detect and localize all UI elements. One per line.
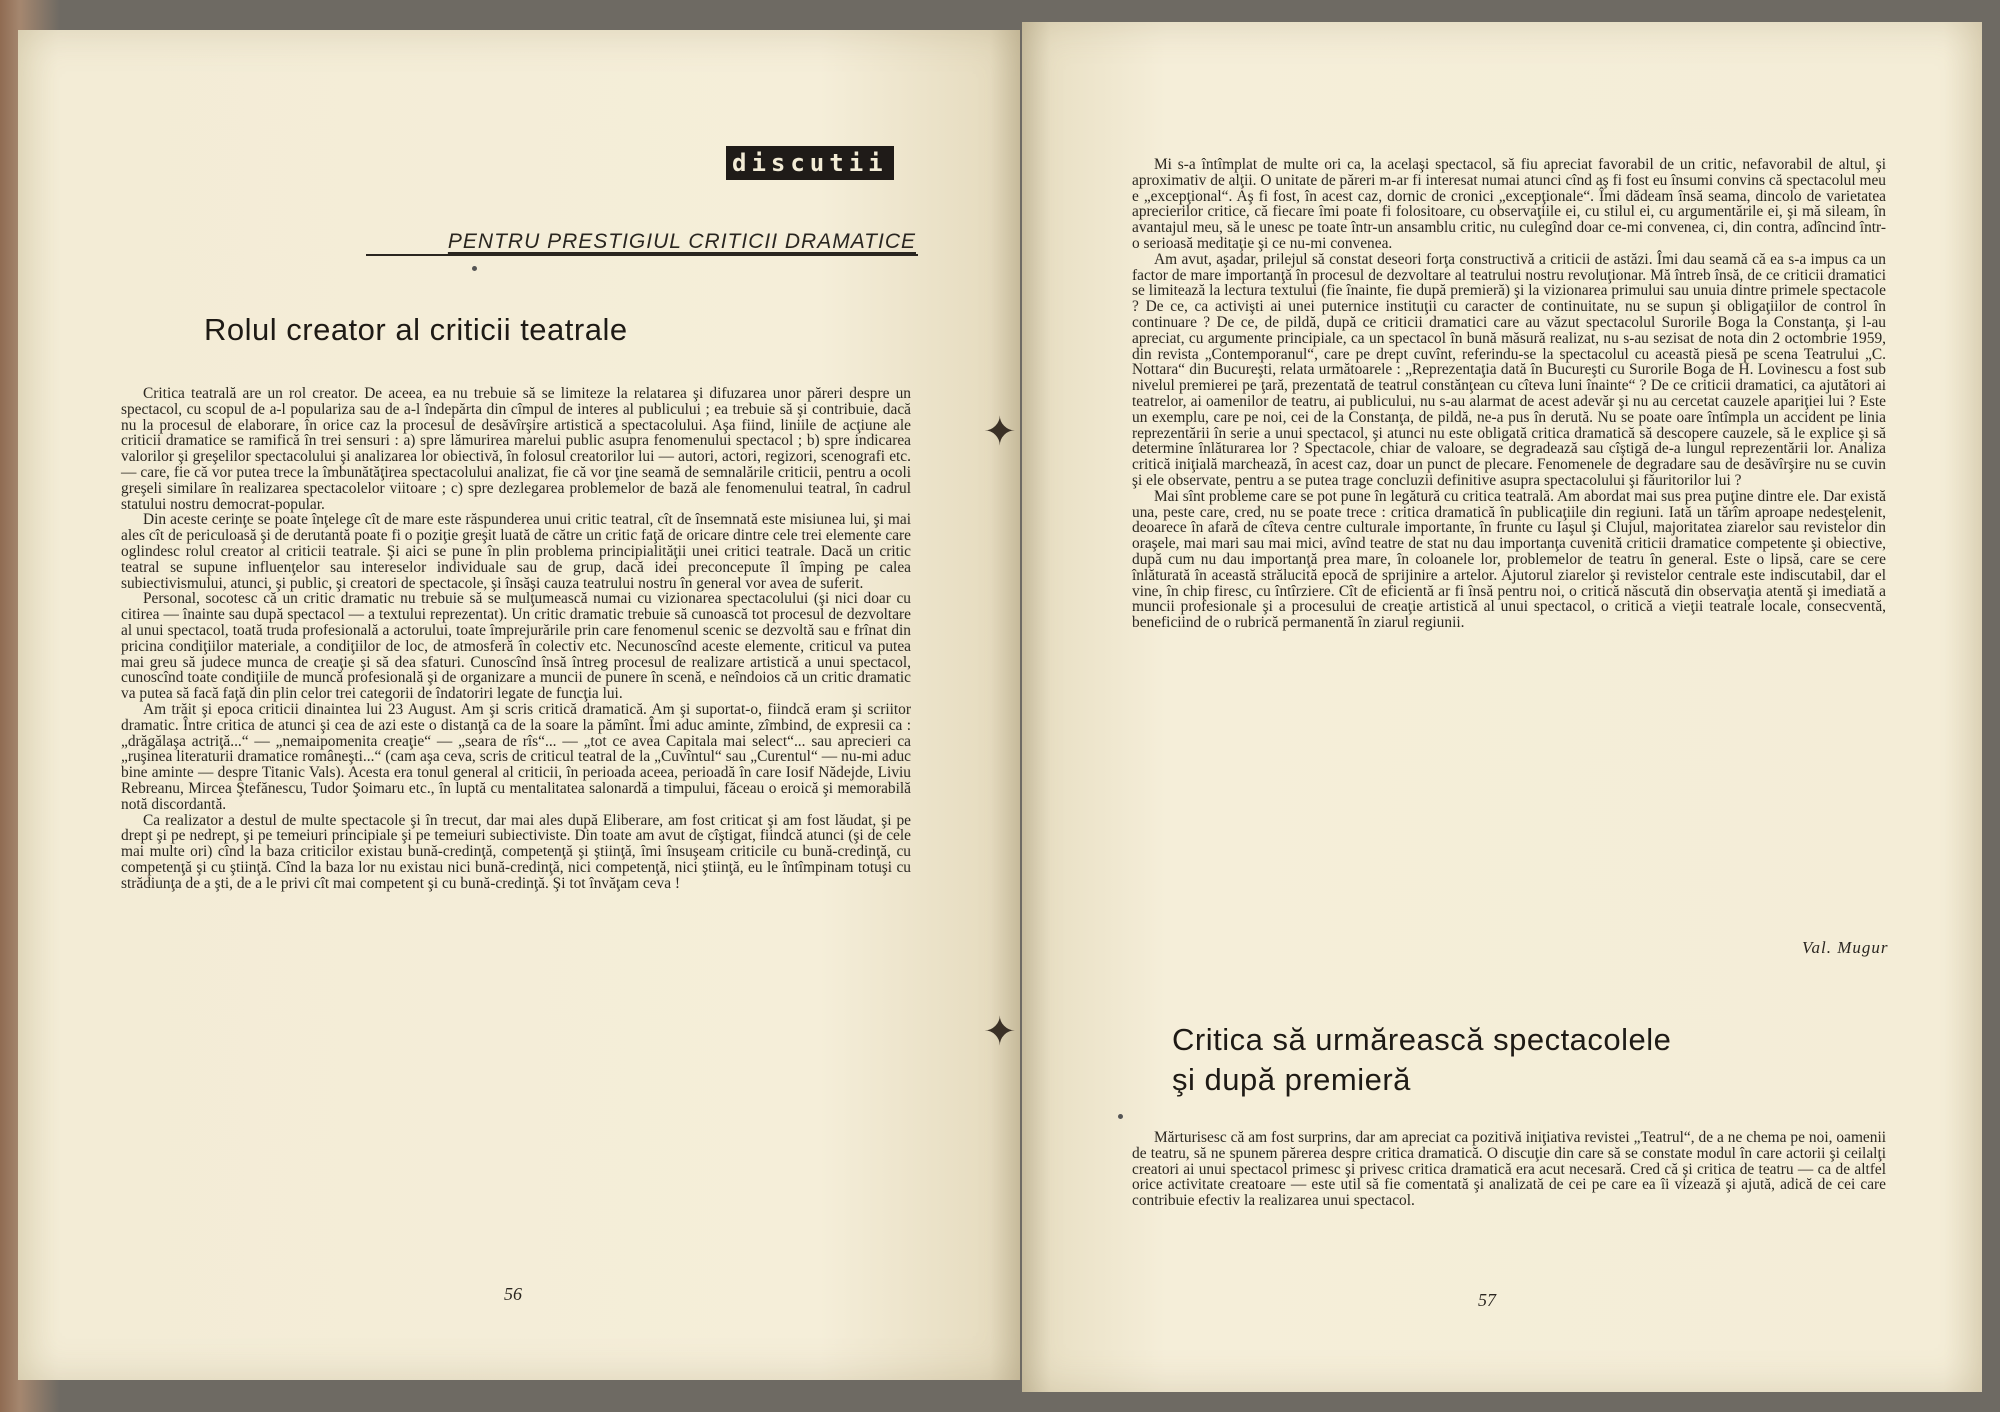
- author-signature: Val. Mugur: [1802, 938, 1889, 957]
- paragraph: Critica teatrală are un rol creator. De aceea, ea nu trebuie să se limiteze la relatarea şi difuzarea unor păreri despre un spectacol, cu scopul de a-l populariza sau de a-l îndepărta din cîmpul de interes al publicului ; ea trebuie să şi contribuie, dacă nu la procesul de elaborare, în orice caz la procesul de desăvîrşire artistică a spectacolului. Aşa fiind, liniile de acţiune ale criticii dramatice se ramifică în trei sensuri : a) spre lămurirea marelui public asupra fenomenului spectacol ; b) spre indicarea valorilor şi greşelilor spectacolului şi analizarea lor obiectivă, în folosul creatorilor lui — autori, actori, regizori, scenografi etc. — care, fie că vor putea trece la îmbunătăţirea spectacolului analizat, fie că vor ţine seamă de semnalările criticii, pentru a ocoli greşeli similare în realizarea spectacolelor viitoare ; c) spre dezlegarea problemelor de bază ale fenomenului teatral, în cadrul statului nostru democrat-popular.: [121, 385, 911, 513]
- paragraph: Mai sînt probleme care se pot pune în legătură cu critica teatrală. Am abordat mai sus prea puţine dintre ele. Dar există una, peste care, cred, nu se poate trece : critica dramatică în publicaţiile din regiuni. Iată un tărîm aproape nedesţelenit, deoarece în afară de cîteva centre culturale importante, în frunte cu Iaşul şi Clujul, majoritatea ziarelor sau revistelor din oraşele, mai mari sau mai mici, avînd teatre de stat nu dau importanţa cuvenită criticii dramatice competente şi obiective, după cum nu dau importanţă prea mare, în coloanele lor, problemelor de teatru în general. Este o lipsă, care se cere înlăturată în această strălucită epocă de sprijinire a artelor. Ajutorul ziarelor şi revistelor centrale este indiscutabil, dar el vine, în chip firesc, cu întîrziere. Cît de eficientă ar fi însă pentru noi, o critică născută din observaţia atentă şi imediată a muncii profesionale şi a procesului de creaţie artistică al unui spectacol, o critică a vieţii teatrale locale, consecventă, beneficiind de o rubrică permanentă în ziarul regiunii.: [1132, 487, 1886, 632]
- rubric-label: discutii: [726, 146, 894, 180]
- ornament-dot: [1118, 1114, 1123, 1119]
- article-title: Rolul creator al criticii teatrale: [204, 312, 628, 347]
- paragraph: Din aceste cerinţe se poate înţelege cît de mare este răspunderea unui critic teatral, cît de însemnată este misiunea lui, şi mai ales cît de periculoasă şi de derutantă poate fi o poziţie greşit luată de către un critic faţă de oricare dintre cele trei elemente care oglindesc rolul creator al criticii teatrale. Şi aici se pune în plin problema principialităţii unei critici teatrale. Dacă un critic teatral se supune influenţelor sau intereselor individuale sau de grup, dacă idei preconcepute îl împing pe calea subiectivismului, atunci, şi public, şi creatori de spectacole, şi însăşi cauza teatrului nostru în general vor avea de suferit.: [121, 511, 911, 592]
- paragraph: Ca realizator a destul de multe spectacole şi în trecut, dar mai ales după Eliberare, am fost criticat şi am fost lăudat, şi pe drept şi pe nedrept, şi pe temeiuri principiale şi pe temeiuri subiectiviste. Din toate am avut de cîştigat, fiindcă atunci (şi de cele mai multe ori) cînd la baza criticilor existau bună-credinţă, competenţă şi ştiinţă, îmi însuşeam criticile cu bună-credinţă, cu competenţă şi cu ştiinţă. Cînd la baza lor nu existau nici bună-credinţă, nici competenţă, nici ştiinţă, eu le întîmpinam totuşi cu strădiunţa de a şti, de a le privi cît mai competent şi cu bună-credinţă. Şi tot învăţam ceva !: [121, 811, 911, 892]
- paragraph: Mi s-a întîmplat de multe ori ca, la acelaşi spectacol, să fiu apreciat favorabil de un critic, nefavorabil de altul, şi aproximativ de alţii. O unitate de păreri m-ar fi interesat numai atunci cînd aş fi fost eu însumi convins că spectacolul meu e „excepţional“. Aş fi fost, în acest caz, dornic de cronici „excepţionale“. Îmi dădeam însă seama, dincolo de varietatea aprecierilor critice, că fiecare îmi poate fi folositoare, cu observaţiile ei, cu stilul ei, cu argumentările ei, şi mă sileam, în avantajul meu, să le unesc pe toate într-un ansamblu critic, nu culegînd doar ce-mi convenea, ci, din contra, adîncind într-o serioasă meditaţie şi ce nu-mi convenea.: [1132, 156, 1886, 252]
- paragraph: Personal, socotesc că un critic dramatic nu trebuie să se mulţumească numai cu vizionarea spectacolului (şi nici doar cu citirea — înainte sau după spectacol — a textului reprezentat). Un critic dramatic trebuie să cunoască tot procesul de dezvoltare al unui spectacol, toată truda profesională a actorului, toate împrejurările prin care fenomenul scenic se dezvoltă sau e frînat din pricina condiţiilor materiale, a condiţiilor de loc, de atmosferă în colectiv etc. Necunoscînd aceste elemente, criticul va putea mai greu să judece munca de creaţie şi să dea sfaturi. Cunoscînd însă întreg procesul de realizare artistică a unui spectacol, cunoscînd toate condiţiile de muncă profesională şi de organizare a muncii de punere în scenă, e neîndoios că un critic dramatic va putea să facă faţă din plin celor trei categorii de îndatoriri legate de funcţia lui.: [121, 590, 911, 703]
- paragraph: Am avut, aşadar, prilejul să constat deseori forţa constructivă a criticii de astăzi. Îmi dau seamă că ea s-a impus ca un factor de mare importanţă în procesul de dezvoltare al teatrului nostru revoluţionar. Mă întreb însă, de ce criticii dramatici se limitează la lectura textului (fie înainte, fie după premieră) şi la vizionarea primului sau unuia dintre primele spectacole ? De ce, ca activişti ai unei puternice instituţii cu caracter de continuitate, nu se supun şi obligaţiilor de control în continuare ? De ce, de pildă, după ce criticii dramatici care au văzut spectacolul Surorile Boga la Constanţa, şi l-au apreciat, cu argumente principiale, ca un spectacol în bună măsură realizat, nu s-au sezisat de nota din 2 octombrie 1959, din revista „Contemporanul“, care pe drept cuvînt, referindu-se la spectacolul cu această piesă pe scena Teatrului „C. Nottara“ din Bucureşti, relata următoarele : „Reprezentaţia dată în Bucureşti cu Surorile Boga de H. Lovinescu a fost sub nivelul premierei pe ţară, prezentată de teatrul constănţean cu cîteva luni înainte“ ? De ce criticii dramatici, ca ajutători ai teatrelor, ai oamenilor de teatru, ai publicului, nu s-au alarmat de acest adevăr şi nu au cercetat cauzele apariţiei lui ? Este un exemplu, care pe noi, cei de la Constanţa, de pildă, ne-a pus în derută. Nu se poate oare întîmpla un accident pe linia reprezentării în serie a unui spectacol, şi atunci nu este obligată critica dramatică să descopere cauzele, să le explice şi să determine înlăturarea lor ? Spectacole, chiar de valoare, se degradează sau cîştigă de-a lungul reprezentării lor. Analiza critică iniţială marchează, în acest caz, doar un punct de plecare. Fenomenele de degradare sau de desăvîrşire nu se cuvin şi ele observate, pentru a se putea trage concluzii definitive asupra spectacolului şi făuritorilor lui ?: [1132, 250, 1886, 489]
- second-article-title-line2: şi după premieră: [1172, 1062, 1411, 1097]
- gutter-ornament: ✦: [983, 1009, 1017, 1054]
- second-article-title-line1: Critica să urmărească spectacolele: [1172, 1022, 1672, 1057]
- article-body: [121, 386, 911, 892]
- left-page: [18, 30, 1020, 1380]
- page-number: 56: [504, 1284, 522, 1304]
- right-page: [1022, 22, 1982, 1392]
- ornament-dot: [472, 266, 477, 271]
- paragraph: Mărturisesc că am fost surprins, dar am apreciat ca pozitivă iniţiativa revistei „Teatrul“, de a ne chema pe noi, oamenii de teatru, să ne spunem părerea despre critica dramatică. O discuţie din care să se constate modul în care actorii şi ceilalţi creatori ai unui spectacol primesc şi privesc critica dramatică era acut necesară. Cred că şi critica de teatru — ca de altfel orice activitate creatoare — este util să fie comentată şi analizată de cei pe care ea îi vizează şi ajută, adică de cei care contribuie efectiv la realizarea unui spectacol.: [1132, 1129, 1886, 1210]
- section-kicker: PENTRU PRESTIGIUL CRITICII DRAMATICE: [447, 230, 916, 253]
- article-body-continued: [1132, 157, 1886, 631]
- second-article-body: [1132, 1130, 1886, 1209]
- kicker-rule: [366, 254, 918, 256]
- gutter-ornament: ✦: [983, 409, 1017, 454]
- page-number: 57: [1478, 1290, 1496, 1310]
- paragraph: Am trăit şi epoca criticii dinaintea lui 23 August. Am şi scris critică dramatică. Am şi suportat-o, fiindcă eram şi scriitor dramatic. Între critica de atunci şi cea de azi este o distanţă ca de la soare la pămînt. Îmi aduc aminte, zîmbind, de expresii ca : „drăgălaşa actriţă...“ — „nemaipomenita creaţie“ — „seara de rîs“... — „tot ce avea Capitala mai select“... sau aprecieri ca „ruşinea literaturii dramatice româneşti...“ (cam aşa ceva, scris de criticul teatral de la „Cuvîntul“ sau „Curentul“ — nu-mi aduc bine aminte — despre Titanic Vals). Acesta era tonul general al criticii, în perioada aceea, perioadă în care Iosif Nădejde, Liviu Rebreanu, Mircea Ştefănescu, Tudor Şoimaru etc., în luptă cu mentalitatea salonardă a timpului, făceau o eroică şi memorabilă notă discordantă.: [121, 700, 911, 813]
